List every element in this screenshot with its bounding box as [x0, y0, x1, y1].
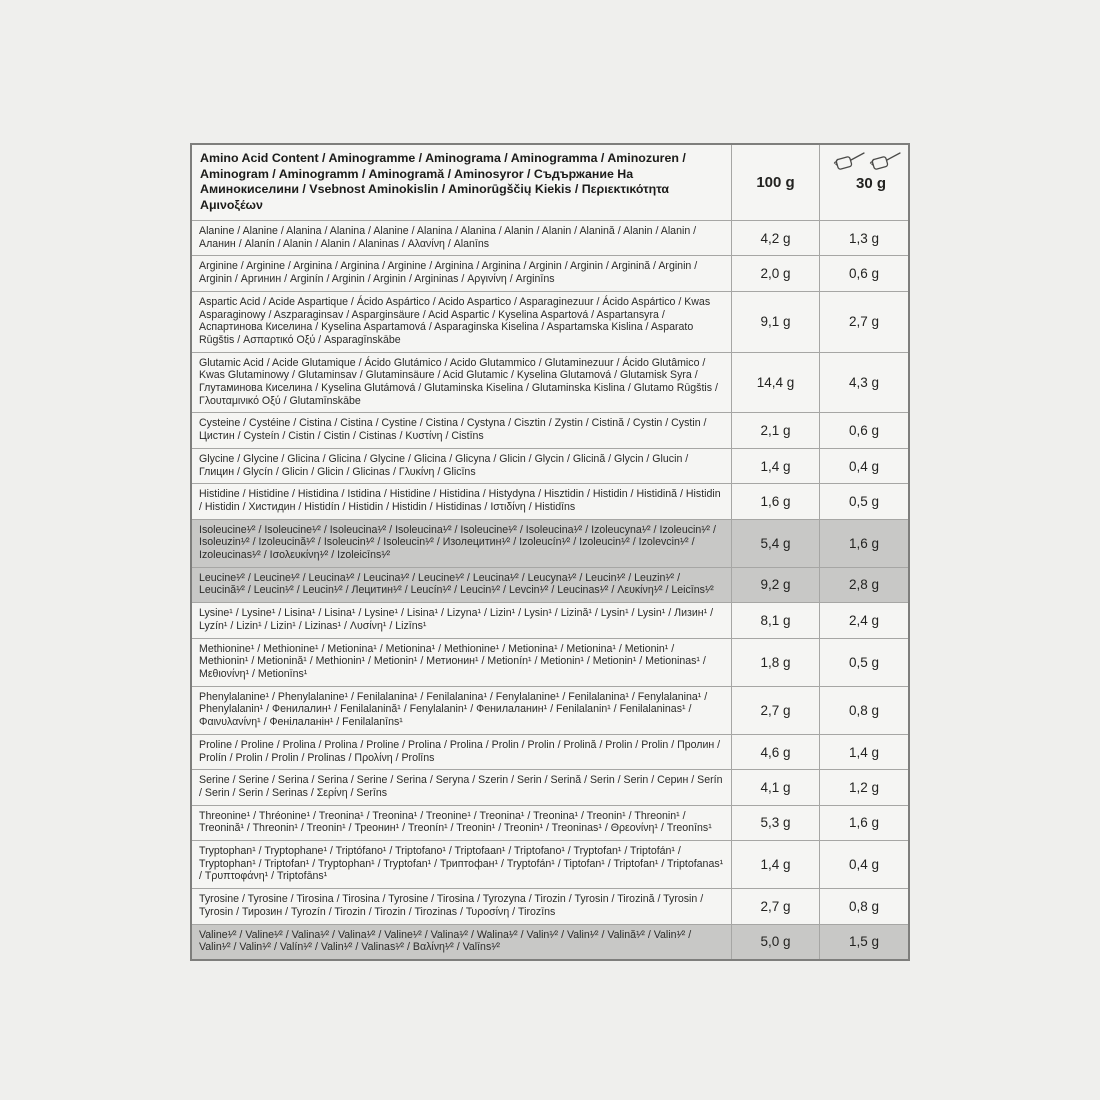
table-row-tyrosine	[192, 889, 908, 924]
value-per-100g: 4,2 g	[732, 221, 820, 255]
value-per-30g: 0,6 g	[848, 266, 880, 282]
amino-acid-name: Valine¹⁄² / Valine¹⁄² / Valina¹⁄² / Valina¹⁄² / Valine¹⁄² / Valina¹⁄² / Walina¹⁄² / Valin¹⁄² / Valin¹⁄² / Valină¹⁄² / Valin¹⁄² / Valin¹⁄² / Valin¹⁄² / Valín¹⁄² / Valin¹⁄² / Valinas¹⁄² / Βαλίνη¹⁄² / Valīns¹⁄²	[192, 925, 732, 959]
value-per-100g: 2,7 g	[732, 889, 820, 923]
amino-acid-name: Leucine¹⁄² / Leucine¹⁄² / Leucina¹⁄² / Leucina¹⁄² / Leucine¹⁄² / Leucina¹⁄² / Leucyna¹⁄² / Leucin¹⁄² / Leuzin¹⁄² / Leucină¹⁄² / Leucin¹⁄² / Leucin¹⁄² / Лецитин¹⁄² / Leucín¹⁄² / Leucin¹⁄² / Levcin¹⁄² / Leucinas¹⁄² / Λευκίνη¹⁄² / Leicīns¹⁄²	[192, 568, 732, 602]
value-per-30g: 1,6 g	[848, 815, 880, 831]
table-row-cysteine	[192, 413, 908, 448]
value-per-100g: 5,4 g	[732, 520, 820, 567]
table-title: Amino Acid Content / Aminogramme / Aminograma / Aminogramma / Aminozuren / Aminogram / Aminogramm / Aminogramă / Aminosyror / Съдържание На Аминокиселини / Vsebnost Aminokislin / Aminorūgščių Kiekis / Περιεκτικότητα Αμινοξέων	[192, 145, 732, 220]
table-row-phenylalanine	[192, 687, 908, 735]
amino-acid-name: Cysteine / Cystéine / Cistina / Cistina / Cystine / Cistina / Cystyna / Cisztin / Zystin / Cistină / Cystin / Cystin / Цистин / Cysteín / Cistin / Cistin / Cistinas / Κυστίνη / Cistīns	[192, 413, 732, 447]
amino-acid-name: Isoleucine¹⁄² / Isoleucine¹⁄² / Isoleucina¹⁄² / Isoleucina¹⁄² / Isoleucine¹⁄² / Isoleucina¹⁄² / Izoleucyna¹⁄² / Izoleucin¹⁄² / Isoleuzin¹⁄² / Izoleucină¹⁄² / Isoleucin¹⁄² / Isoleucin¹⁄² / Изолецитин¹⁄² / Izoleucín¹⁄² / Izoleucin¹⁄² / Izolevcin¹⁄² / Izoleucinas¹⁄² / Ισολευκίνη¹⁄² / Izoleicīns¹⁄²	[192, 520, 732, 567]
value-per-30g: 1,6 g	[848, 535, 880, 551]
value-per-30g: 0,4 g	[848, 857, 880, 873]
table-row-proline	[192, 735, 908, 770]
value-per-30g: 0,5 g	[848, 654, 880, 670]
value-per-30g: 2,7 g	[848, 314, 880, 330]
table-row-histidine	[192, 484, 908, 519]
value-per-100g: 1,6 g	[732, 484, 820, 518]
value-per-100g: 1,8 g	[732, 639, 820, 686]
table-row-serine	[192, 770, 908, 805]
value-per-30g: 0,8 g	[848, 702, 880, 718]
amino-acid-name: Proline / Proline / Prolina / Prolina / Proline / Prolina / Prolina / Prolin / Prolin / Prolină / Prolin / Prolin / Пролин / Prolín / Prolin / Prolin / Prolinas / Προλίνη / Prolīns	[192, 735, 732, 769]
value-per-100g: 1,4 g	[732, 449, 820, 483]
value-per-100g: 9,2 g	[732, 568, 820, 602]
amino-acid-name: Arginine / Arginine / Arginina / Arginina / Arginine / Arginina / Arginina / Arginin / Arginin / Arginină / Arginin / Arginin / Аргинин / Arginín / Arginin / Arginin / Argininas / Αργινίνη / Arginīns	[192, 256, 732, 290]
value-per-100g: 1,4 g	[732, 841, 820, 888]
amino-acid-name: Alanine / Alanine / Alanina / Alanina / Alanine / Alanina / Alanina / Alanin / Alanin / Alanină / Alanin / Alanin / Аланин / Alanín / Alanin / Alanin / Alaninas / Αλανίνη / Alanīns	[192, 221, 732, 255]
table-row-glycine	[192, 449, 908, 484]
table-row-leucine	[192, 568, 908, 603]
amino-acid-name: Tyrosine / Tyrosine / Tirosina / Tirosina / Tyrosine / Tirosina / Tyrozyna / Tirozin / Tyrosin / Tirozină / Tyrosin / Tyrosin / Тирозин / Tyrozín / Tirozin / Tirozin / Tirozinas / Τυροσίνη / Tirozīns	[192, 889, 732, 923]
table-row-arginine	[192, 256, 908, 291]
amino-acid-table	[190, 143, 910, 961]
value-per-30g: 0,6 g	[848, 423, 880, 439]
value-per-30g: 1,2 g	[848, 779, 880, 795]
amino-acid-name: Histidine / Histidine / Histidina / Istidina / Histidine / Histidina / Histydyna / Hisztidin / Histidin / Histidină / Histidin / Histidin / Хистидин / Histidín / Histidin / Histidin / Histidinas / Ιστιδίνη / Histidīns	[192, 484, 732, 518]
table-row-alanine	[192, 221, 908, 256]
table-row-methionine	[192, 639, 908, 687]
value-per-100g: 5,3 g	[732, 806, 820, 840]
value-per-100g: 5,0 g	[732, 925, 820, 959]
amino-acid-name: Threonine¹ / Thréonine¹ / Treonina¹ / Treonina¹ / Treonine¹ / Treonina¹ / Treonina¹ / Treonin¹ / Threonin¹ / Treonină¹ / Threonin¹ / Treonin¹ / Треонин¹ / Treonín¹ / Treonin¹ / Treonin¹ / Treoninas¹ / Θρεονίνη¹ / Treonīns¹	[192, 806, 732, 840]
measuring-scoop-icon	[833, 150, 867, 174]
value-per-100g: 4,6 g	[732, 735, 820, 769]
value-per-30g: 1,3 g	[848, 230, 880, 246]
column-header-30g	[820, 145, 908, 220]
amino-acid-name: Aspartic Acid / Acide Aspartique / Ácido Aspártico / Acido Aspartico / Asparaginezuur / Ácido Aspártico / Kwas Asparaginowy / Aszparaginsav / Asparginsäure / Acid Aspartic / Kyselina Aspartová / Aspartansyra / Аспартинова Киселина / Kyselina Aspartamová / Asparaginska Kiselina / Aspartamska Kislina / Asparato Rūgštis / Ασπαρτικό Οξύ / Asparagīnskābe	[192, 292, 732, 352]
column-header-30g-label: 30 g	[855, 175, 886, 192]
table-header-row	[192, 145, 908, 221]
value-per-100g: 8,1 g	[732, 603, 820, 637]
column-header-100g: 100 g	[732, 145, 820, 220]
value-per-30g: 4,3 g	[848, 375, 880, 391]
table-row-glutamic-acid	[192, 353, 908, 414]
value-per-100g: 2,0 g	[732, 256, 820, 290]
amino-acid-name: Glutamic Acid / Acide Glutamique / Ácido Glutámico / Acido Glutammico / Glutaminezuur / Ácido Glutâmico / Kwas Glutaminowy / Glutaminsav / Glutaminsäure / Acid Glutamic / Kyselina Glutamová / Glutamisk Syra / Глутаминова Киселина / Kyselina Glutámová / Glutaminska Kiselina / Glutaminska Kislina / Glutamo Rūgštis / Γλουταμινικό Οξύ / Glutamīnskābe	[192, 353, 732, 413]
value-per-30g: 2,8 g	[848, 577, 880, 593]
scoop-icons	[833, 150, 903, 174]
measuring-scoop-icon	[869, 150, 903, 174]
amino-acid-name: Glycine / Glycine / Glicina / Glicina / Glycine / Glicina / Glicyna / Glicin / Glycin / Glicină / Glycin / Glucin / Глицин / Glycín / Glicin / Glicin / Glicinas / Γλυκίνη / Glicīns	[192, 449, 732, 483]
amino-acid-name: Serine / Serine / Serina / Serina / Serine / Serina / Seryna / Szerin / Serin / Serină / Serin / Serin / Серин / Serín / Serin / Serin / Serinas / Σερίνη / Serīns	[192, 770, 732, 804]
amino-acid-name: Lysine¹ / Lysine¹ / Lisina¹ / Lisina¹ / Lysine¹ / Lisina¹ / Lizyna¹ / Lizin¹ / Lysin¹ / Lizină¹ / Lysin¹ / Lysin¹ / Лизин¹ / Lyzín¹ / Lizin¹ / Lizin¹ / Lizinas¹ / Λυσίνη¹ / Lizīns¹	[192, 603, 732, 637]
amino-acid-name: Methionine¹ / Methionine¹ / Metionina¹ / Metionina¹ / Methionine¹ / Metionina¹ / Metionina¹ / Metionin¹ / Methionin¹ / Metionină¹ / Methionin¹ / Metionin¹ / Метионин¹ / Metionín¹ / Metionin¹ / Metionin¹ / Metioninas¹ / Μεθιονίνη¹ / Metionīns¹	[192, 639, 732, 686]
value-per-30g: 2,4 g	[848, 612, 880, 628]
table-row-valine	[192, 925, 908, 959]
value-per-30g: 0,8 g	[848, 898, 880, 914]
value-per-30g: 1,5 g	[848, 934, 880, 950]
value-per-100g: 14,4 g	[732, 353, 820, 413]
value-per-30g: 0,4 g	[848, 458, 880, 474]
amino-acid-name: Phenylalanine¹ / Phenylalanine¹ / Fenilalanina¹ / Fenilalanina¹ / Fenylalanine¹ / Fenilalanina¹ / Fenylalanina¹ / Phenylalanin¹ / Фенилалин¹ / Fenilalanină¹ / Fenylalanin¹ / Фенилаланин¹ / Fenilalanin¹ / Fenilalaninas¹ / Φαινυλανίνη¹ / Фенілаланін¹ / Fenilalanīns¹	[192, 687, 732, 734]
value-per-100g: 4,1 g	[732, 770, 820, 804]
table-row-aspartic-acid	[192, 292, 908, 353]
amino-acid-name: Tryptophan¹ / Tryptophane¹ / Triptófano¹ / Triptofano¹ / Triptofaan¹ / Triptofano¹ / Tryptofan¹ / Triptofán¹ / Tryptophan¹ / Triptofan¹ / Tryptophan¹ / Tryptofan¹ / Триптофан¹ / Tryptofán¹ / Tiptofan¹ / Triptofan¹ / Triptofanas¹ / Τρυπτοφάνη¹ / Triptofāns¹	[192, 841, 732, 888]
value-per-100g: 9,1 g	[732, 292, 820, 352]
table-row-isoleucine	[192, 520, 908, 568]
value-per-100g: 2,7 g	[732, 687, 820, 734]
value-per-30g: 0,5 g	[848, 493, 880, 509]
table-row-threonine	[192, 806, 908, 841]
value-per-30g: 1,4 g	[848, 744, 880, 760]
table-row-tryptophan	[192, 841, 908, 889]
value-per-100g: 2,1 g	[732, 413, 820, 447]
table-row-lysine	[192, 603, 908, 638]
